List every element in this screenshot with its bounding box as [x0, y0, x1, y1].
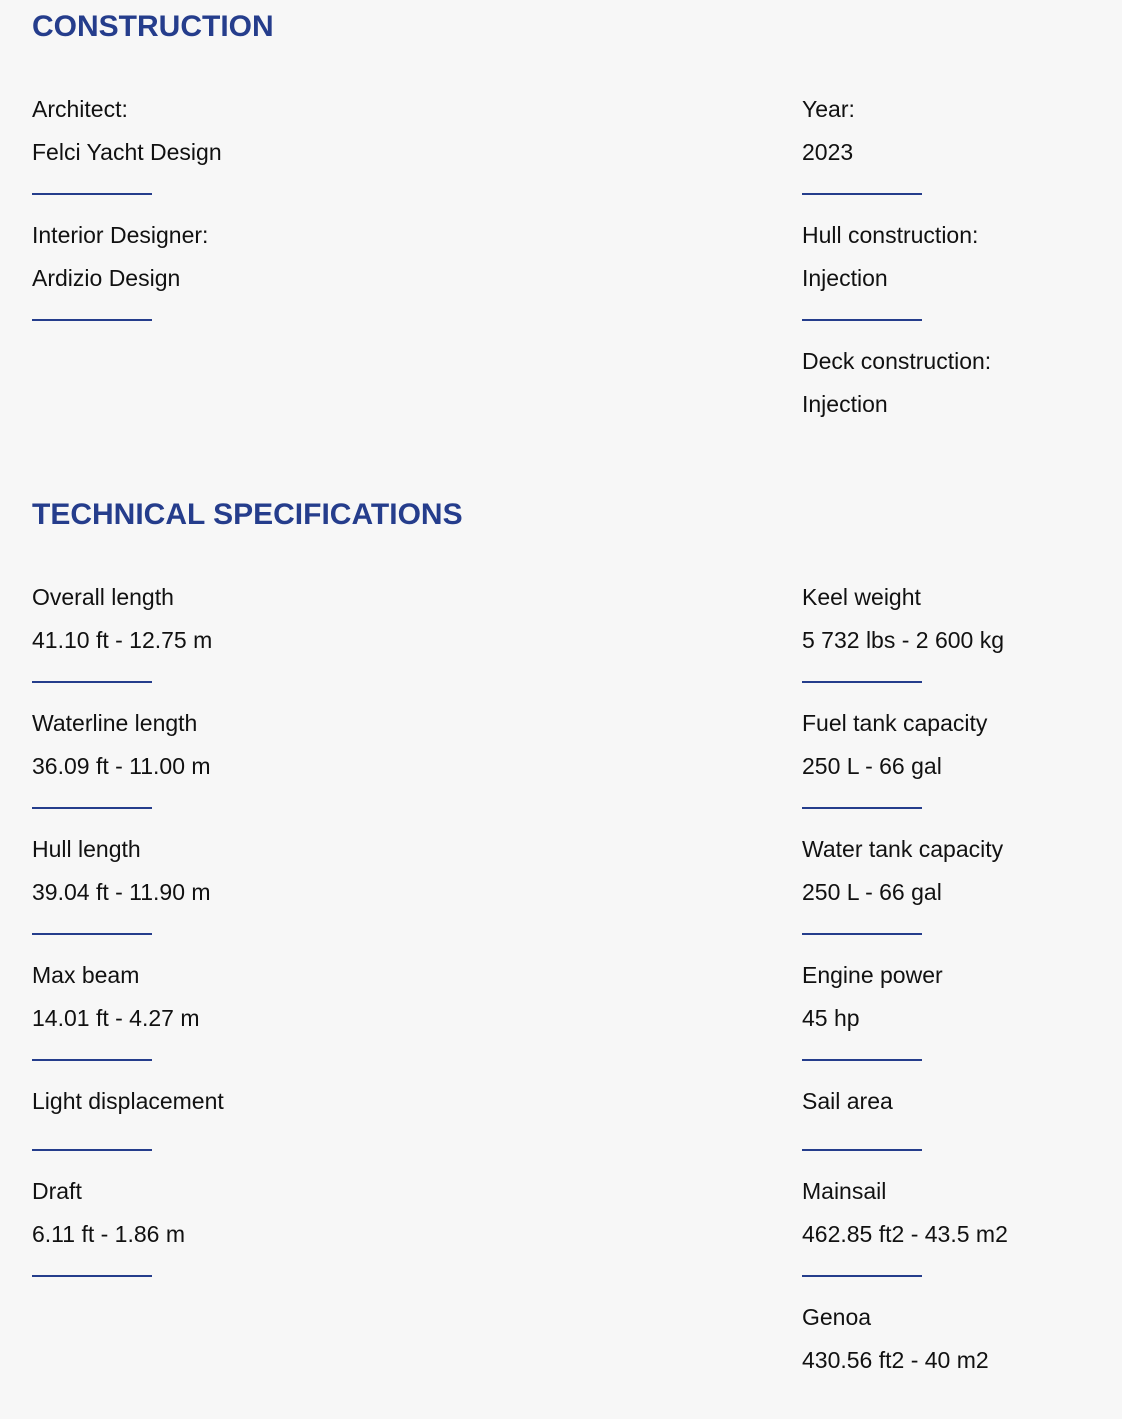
- divider: [802, 933, 922, 935]
- spec-label: Interior Designer:: [32, 222, 209, 248]
- spec-label: Hull construction:: [802, 222, 979, 248]
- construction-title: CONSTRUCTION: [32, 10, 274, 43]
- technical-specifications-title: TECHNICAL SPECIFICATIONS: [32, 498, 463, 531]
- divider: [32, 1059, 152, 1061]
- spec-value: 41.10 ft - 12.75 m: [32, 627, 213, 653]
- divider: [32, 681, 152, 683]
- spec-item-light-displacement: [32, 1090, 332, 1113]
- spec-label: Overall length: [32, 584, 174, 610]
- spec-item-fuel-tank-capacity: [802, 712, 1102, 778]
- spec-value: 6.11 ft - 1.86 m: [32, 1221, 185, 1247]
- divider: [802, 319, 922, 321]
- spec-item-overall-length: [32, 586, 332, 652]
- spec-value: Injection: [802, 265, 888, 291]
- spec-label: Deck construction:: [802, 348, 992, 374]
- spec-value: 39.04 ft - 11.90 m: [32, 879, 211, 905]
- spec-item-hull-length: [32, 838, 332, 904]
- spec-label: Architect:: [32, 96, 128, 122]
- spec-value: 430.56 ft2 - 40 m2: [802, 1347, 989, 1373]
- spec-value: Injection: [802, 391, 888, 417]
- spec-label: Engine power: [802, 962, 943, 988]
- spec-item-mainsail: [802, 1180, 1102, 1246]
- spec-label: Light displacement: [32, 1088, 224, 1114]
- spec-label: Year:: [802, 96, 855, 122]
- spec-label: Sail area: [802, 1088, 893, 1114]
- spec-label: Fuel tank capacity: [802, 710, 988, 736]
- divider: [802, 1149, 922, 1151]
- spec-item-hull-construction: [802, 224, 1102, 290]
- spec-item-deck-construction: [802, 350, 1102, 416]
- spec-item-architect: [32, 98, 332, 164]
- spec-item-waterline-length: [32, 712, 332, 778]
- spec-label: Keel weight: [802, 584, 921, 610]
- spec-value: Felci Yacht Design: [32, 139, 222, 165]
- spec-item-water-tank-capacity: [802, 838, 1102, 904]
- spec-label: Genoa: [802, 1304, 872, 1330]
- spec-item-genoa: [802, 1306, 1102, 1372]
- spec-item-interior-designer: [32, 224, 332, 290]
- spec-label: Hull length: [32, 836, 141, 862]
- divider: [32, 807, 152, 809]
- spec-item-sail-area: [802, 1090, 1102, 1113]
- spec-item-keel-weight: [802, 586, 1102, 652]
- spec-item-max-beam: [32, 964, 332, 1030]
- spec-value: Ardizio Design: [32, 265, 181, 291]
- divider: [802, 193, 922, 195]
- spec-label: Waterline length: [32, 710, 198, 736]
- spec-item-engine-power: [802, 964, 1102, 1030]
- spec-value: 5 732 lbs - 2 600 kg: [802, 627, 1005, 653]
- spec-label: Max beam: [32, 962, 140, 988]
- spec-value: 250 L - 66 gal: [802, 879, 942, 905]
- divider: [802, 681, 922, 683]
- divider: [32, 193, 152, 195]
- spec-item-year: [802, 98, 1102, 164]
- spec-label: Mainsail: [802, 1178, 887, 1204]
- spec-value: 14.01 ft - 4.27 m: [32, 1005, 200, 1031]
- spec-value: 45 hp: [802, 1005, 860, 1031]
- spec-label: Water tank capacity: [802, 836, 1004, 862]
- spec-value: 36.09 ft - 11.00 m: [32, 753, 211, 779]
- spec-item-draft: [32, 1180, 332, 1246]
- divider: [802, 1275, 922, 1277]
- divider: [32, 319, 152, 321]
- spec-value: 2023: [802, 139, 854, 165]
- divider: [802, 1059, 922, 1061]
- divider: [32, 1275, 152, 1277]
- divider: [32, 1149, 152, 1151]
- spec-label: Draft: [32, 1178, 82, 1204]
- divider: [802, 807, 922, 809]
- spec-value: 250 L - 66 gal: [802, 753, 942, 779]
- divider: [32, 933, 152, 935]
- spec-value: 462.85 ft2 - 43.5 m2: [802, 1221, 1008, 1247]
